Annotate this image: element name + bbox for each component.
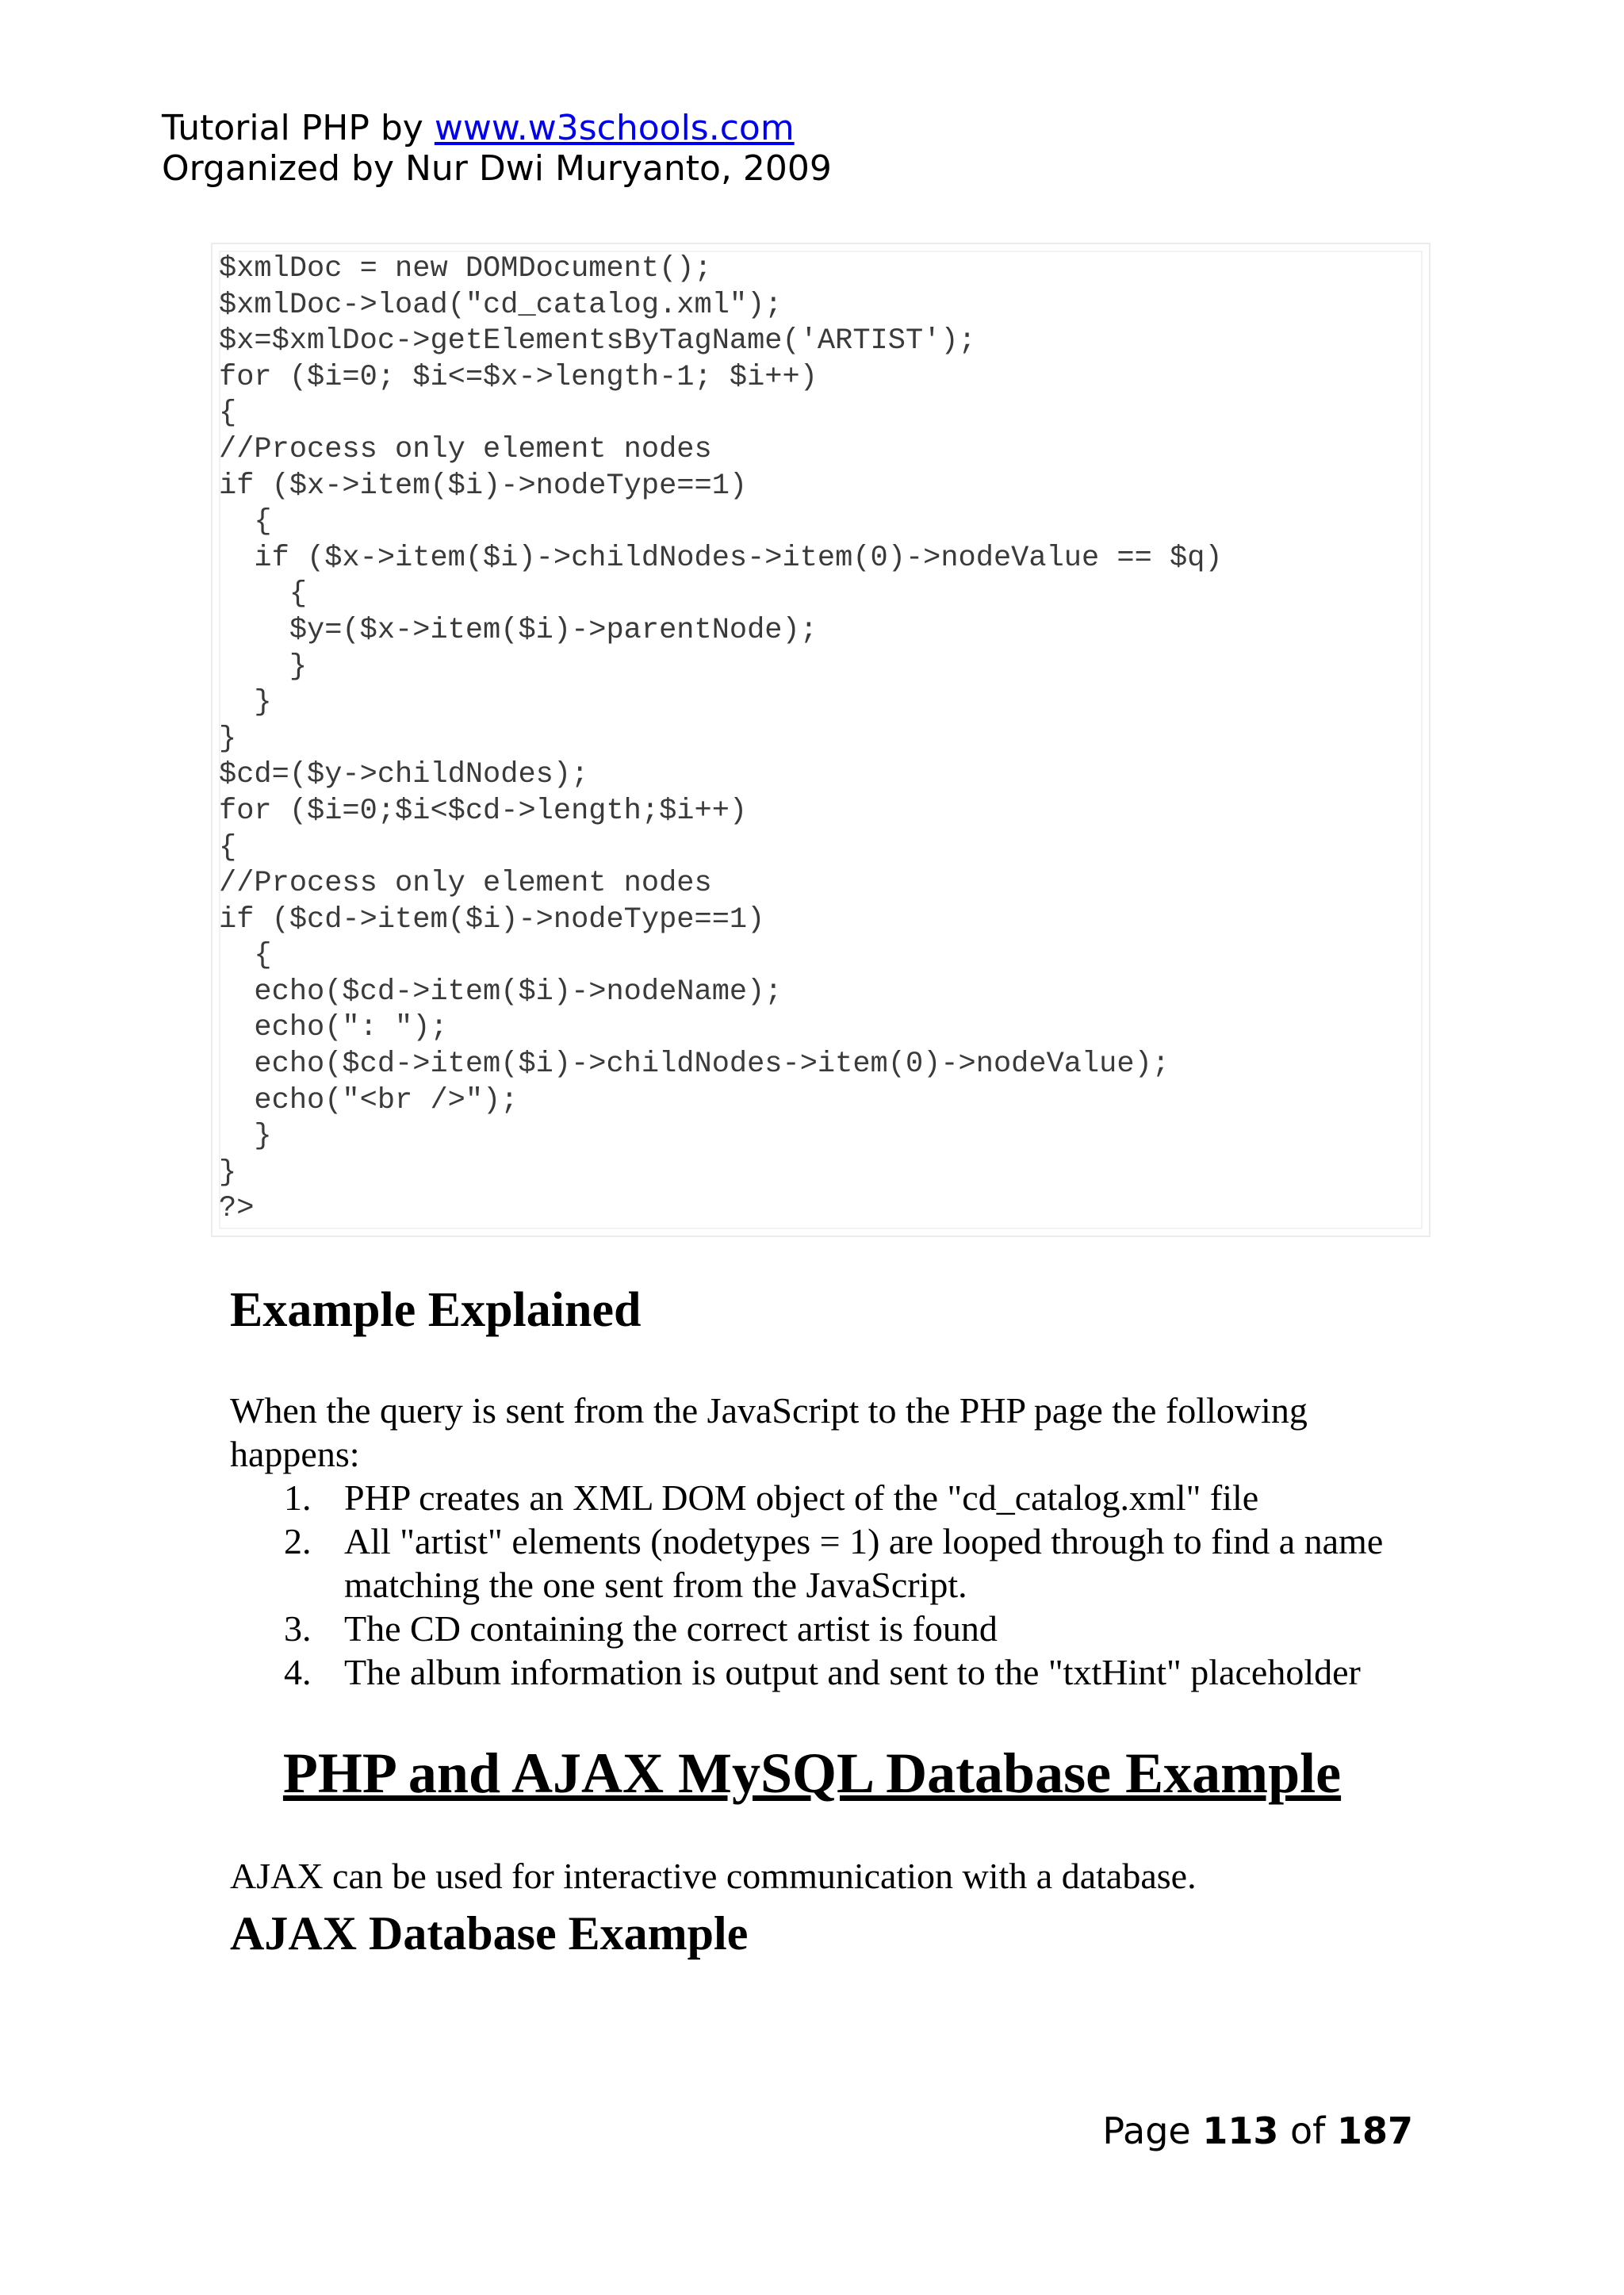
list-item-text: All "artist" elements (nodetypes = 1) are looped through to find a name matching the one sent from the JavaScript.	[344, 1521, 1384, 1605]
code-line: }	[219, 686, 272, 720]
mysql-section-intro: AJAX can be used for interactive communication with a database.	[230, 1856, 1197, 1896]
code-line: }	[219, 1120, 272, 1154]
page-word: Page	[1102, 2109, 1191, 2152]
of-word: of	[1290, 2109, 1326, 2152]
header-prefix: Tutorial PHP by	[162, 108, 435, 148]
code-line: $cd=($y->childNodes);	[219, 758, 589, 792]
list-item	[230, 1650, 1419, 1694]
list-item-text: The album information is output and sent to the "txtHint" placeholder	[344, 1652, 1361, 1692]
code-line: if ($x->item($i)->childNodes->item(0)->nodeValue == $q)	[219, 541, 1223, 575]
page-footer	[1102, 2109, 1413, 2152]
code-line: echo("<br />");	[219, 1083, 519, 1117]
header-line-1	[162, 108, 1431, 148]
code-line: $xmlDoc->load("cd_catalog.xml");	[219, 288, 783, 322]
code-line: if ($cd->item($i)->nodeType==1)	[219, 902, 765, 937]
header-line-2: Organized by Nur Dwi Muryanto, 2009	[162, 148, 832, 189]
code-line: ?>	[219, 1192, 255, 1226]
code-line: {	[219, 830, 237, 864]
code-line: if ($x->item($i)->nodeType==1)	[219, 469, 748, 503]
code-line: $y=($x->item($i)->parentNode);	[219, 613, 818, 647]
document-header	[162, 108, 1431, 189]
steps-list	[230, 1476, 1419, 1694]
code-line: }	[219, 722, 237, 756]
code-line: for ($i=0;$i<$cd->length;$i++)	[219, 794, 748, 828]
mysql-section-heading: PHP and AJAX MySQL Database Example	[282, 1741, 1342, 1805]
code-line: $x=$xmlDoc->getElementsByTagName('ARTIST');	[219, 324, 976, 358]
list-item-text: PHP creates an XML DOM object of the "cd_catalog.xml" file	[344, 1477, 1259, 1518]
code-line: {	[219, 505, 272, 539]
list-item-number: 1.	[284, 1477, 312, 1518]
code-line: $xmlDoc = new DOMDocument();	[219, 252, 712, 285]
list-item-number: 2.	[284, 1521, 312, 1561]
list-item	[230, 1476, 1419, 1519]
list-item-number: 4.	[284, 1652, 312, 1692]
php-code-listing	[219, 251, 1424, 1228]
list-item-text: The CD containing the correct artist is found	[344, 1608, 998, 1649]
code-line: {	[219, 577, 308, 611]
code-line: for ($i=0; $i<=$x->length-1; $i++)	[219, 360, 818, 394]
list-item	[230, 1607, 1419, 1650]
example-explained-intro: When the query is sent from the JavaScript to the PHP page the following happens:	[230, 1390, 1308, 1474]
list-item-number: 3.	[284, 1608, 312, 1649]
example-explained-heading: Example Explained	[230, 1283, 642, 1337]
code-line: //Process only element nodes	[219, 432, 712, 466]
w3schools-link[interactable]: www.w3schools.com	[434, 108, 795, 148]
code-line: //Process only element nodes	[219, 867, 712, 901]
list-item	[230, 1519, 1419, 1607]
code-line: echo($cd->item($i)->nodeName);	[219, 975, 783, 1009]
code-line: echo(": ");	[219, 1011, 448, 1045]
code-line: echo($cd->item($i)->childNodes->item(0)->nodeValue);	[219, 1048, 1170, 1082]
code-line: }	[219, 649, 308, 684]
current-page-number: 113	[1202, 2109, 1279, 2152]
code-line: {	[219, 939, 272, 973]
ajax-database-example-heading: AJAX Database Example	[230, 1907, 749, 1960]
code-line: {	[219, 397, 237, 431]
total-page-count: 187	[1336, 2109, 1413, 2152]
code-line: }	[219, 1155, 237, 1190]
